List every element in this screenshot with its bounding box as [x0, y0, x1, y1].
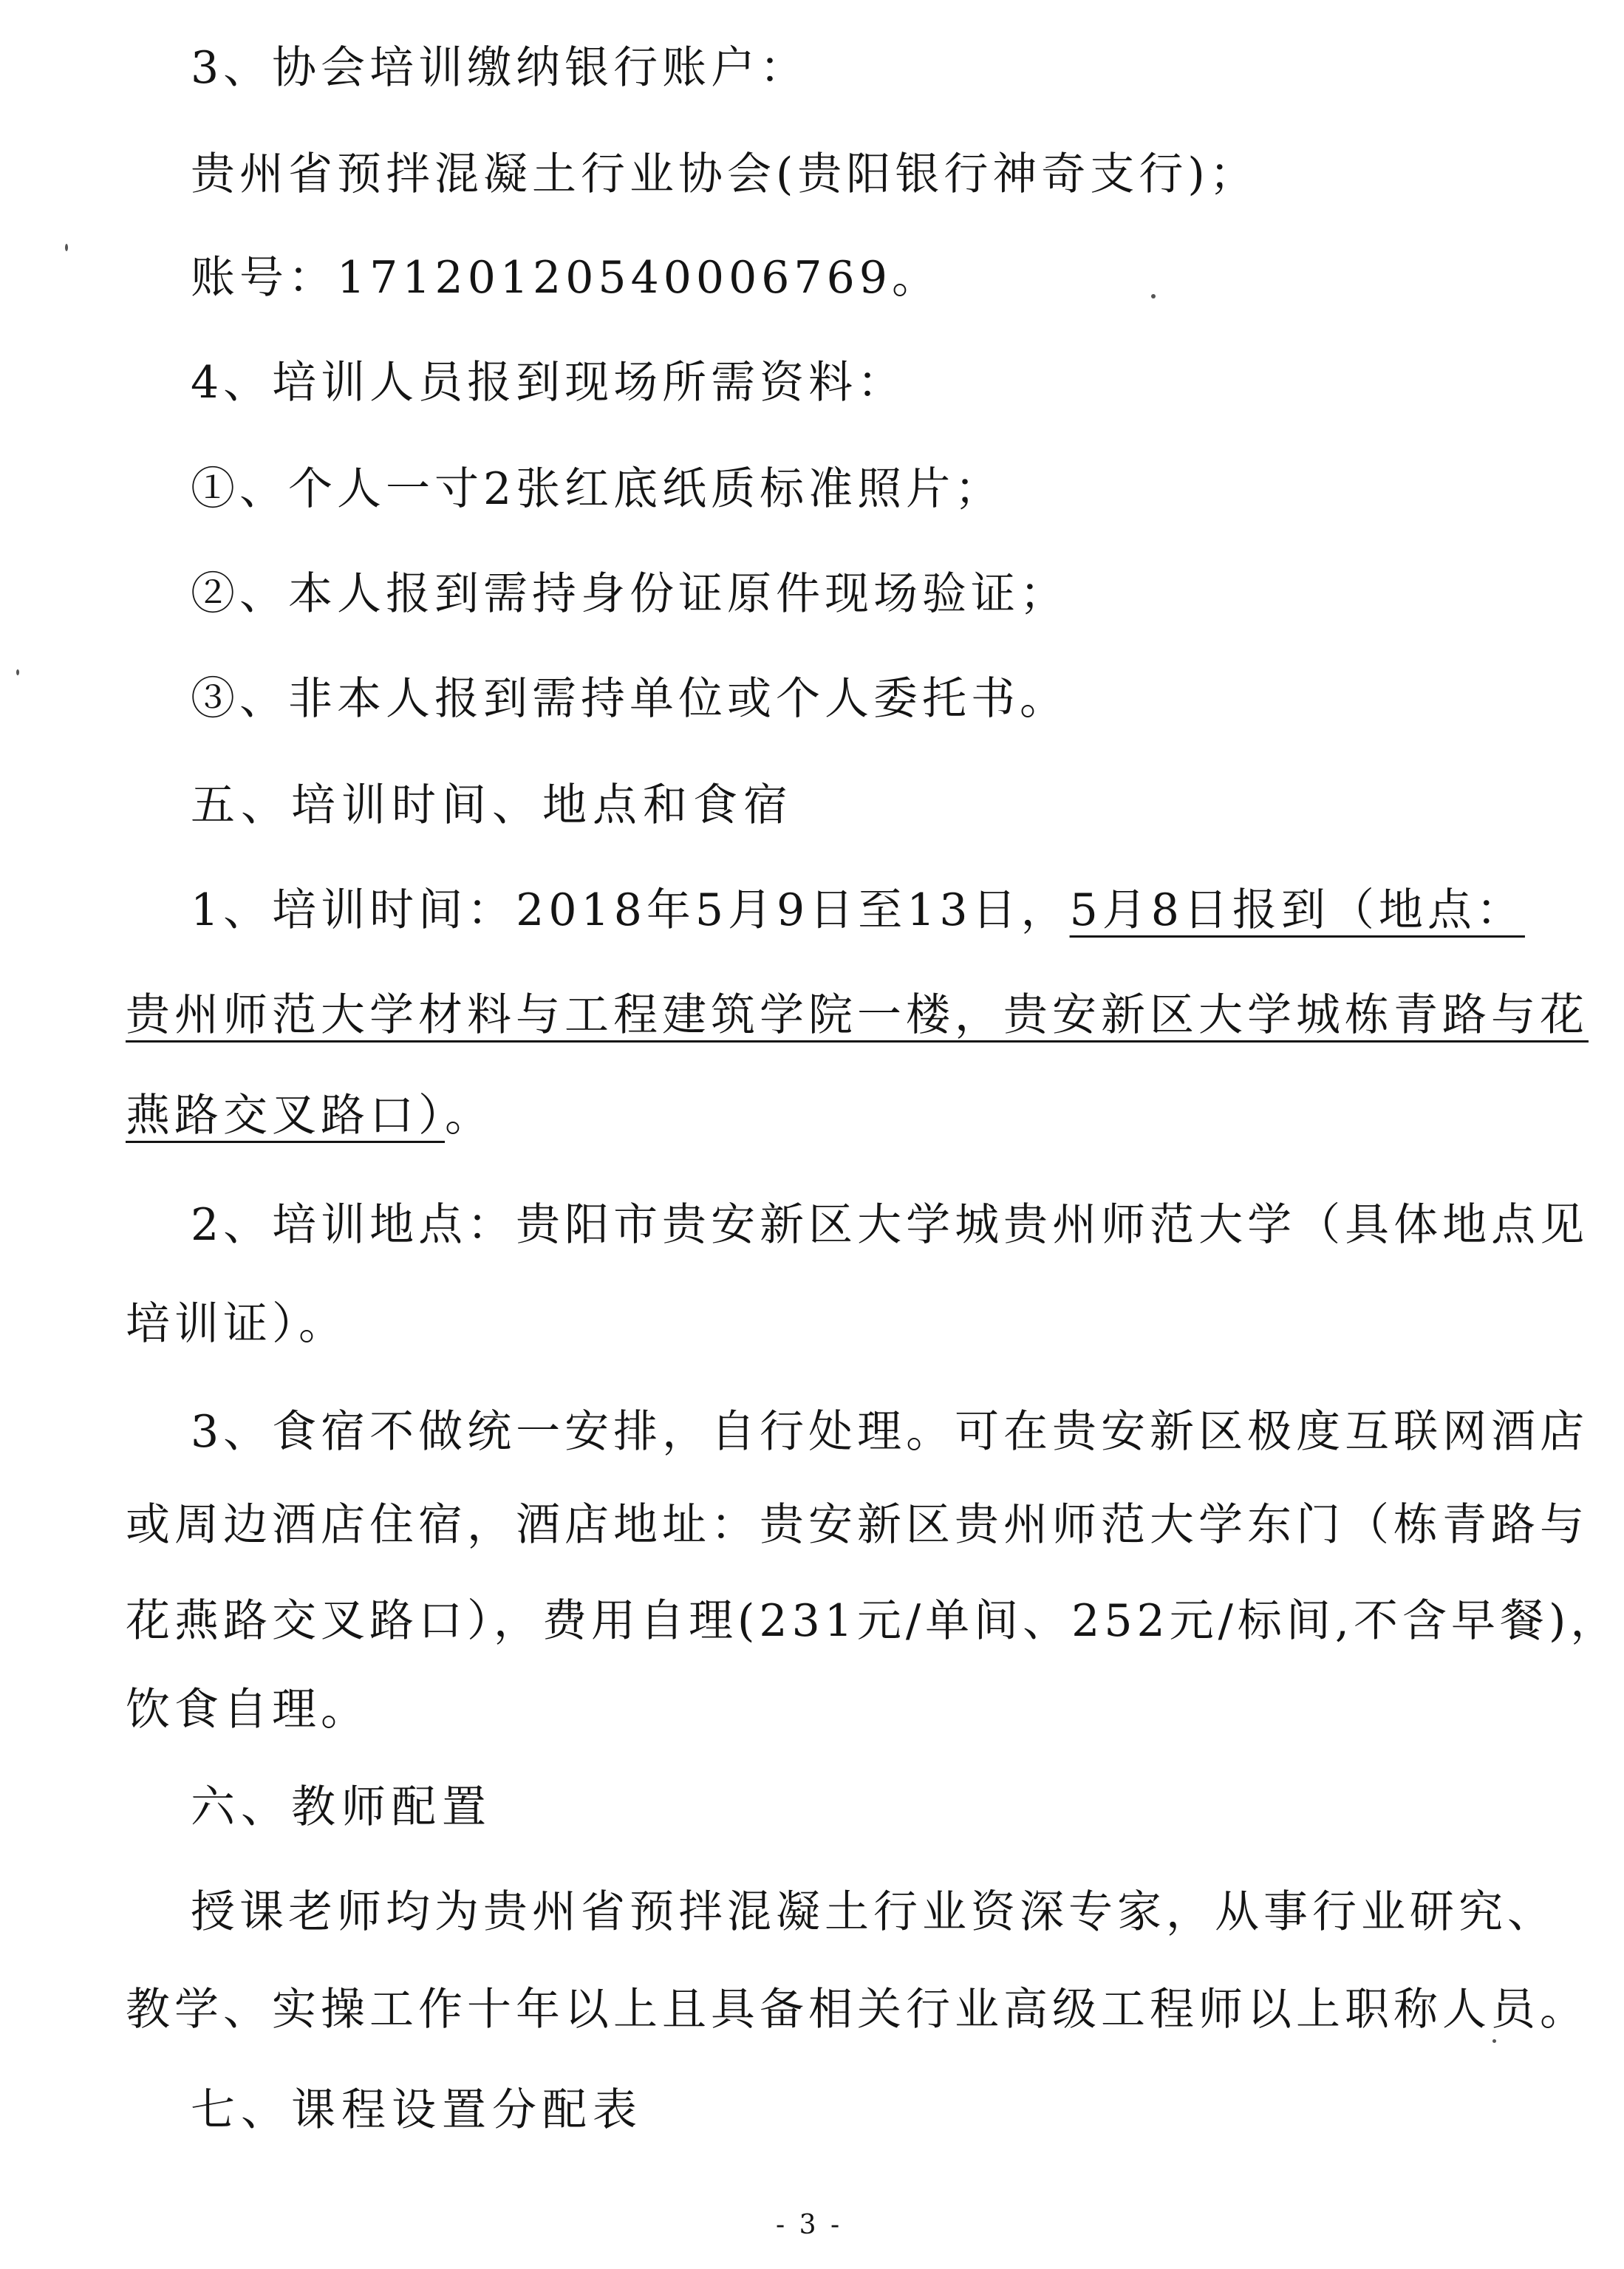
training-venue-end-line [126, 1086, 494, 1145]
bank-account-name: 贵州省预拌混凝土行业协会(贵阳银行神奇支行)； [191, 149, 1258, 200]
lodging-cost-line: 花燕路交叉路口），费用自理(231元/单间、252元/标间,不含早餐)， [126, 1595, 1620, 1647]
training-venue-end-underlined: 燕路交叉路口） [126, 1090, 445, 1142]
lodging-address-line: 或周边酒店住宿，酒店地址：贵安新区贵州师范大学东门（栋青路与 [126, 1499, 1589, 1551]
bank-account-item: 3、协会培训缴纳银行账户： [191, 42, 809, 94]
material-photo: ①、个人一寸2张红底纸质标准照片； [191, 463, 1004, 515]
training-location-line: 2、培训地点：贵阳市贵安新区大学城贵州师范大学（具体地点见 [191, 1199, 1589, 1251]
bank-account-number: 账号：17120120540006769。 [191, 252, 941, 304]
teachers-description-cont: 教学、实操工作十年以上且具备相关行业高级工程师以上职称人员。 [126, 1984, 1589, 2036]
page-number: - 3 - [776, 2210, 843, 2240]
training-time-line [191, 881, 1525, 940]
scan-speck [16, 669, 19, 675]
meals-line: 饮食自理。 [126, 1684, 369, 1736]
scan-speck [65, 244, 68, 251]
scan-speck [1492, 2039, 1496, 2043]
lodging-line: 3、食宿不做统一安排，自行处理。可在贵安新区极度互联网酒店 [191, 1406, 1589, 1458]
required-materials-item: 4、培训人员报到现场所需资料： [191, 357, 907, 409]
training-time-text: 1、培训时间：2018年5月9日至13日， [191, 884, 1070, 936]
teachers-description-line: 授课老师均为贵州省预拌混凝土行业资深专家，从事行业研究、 [191, 1886, 1556, 1938]
section-heading-time-place: 五、培训时间、地点和食宿 [191, 779, 794, 831]
training-location-cont: 培训证）。 [126, 1298, 347, 1350]
material-id-card: ②、本人报到需持身份证原件现场验证； [191, 568, 1068, 620]
scan-speck [1151, 294, 1156, 298]
registration-date-underlined: 5月8日报到（地点： [1069, 884, 1525, 936]
training-venue-underlined: 贵州师范大学材料与工程建筑学院一楼，贵安新区大学城栋青路与花 [126, 989, 1589, 1041]
section-heading-teachers: 六、教师配置 [191, 1781, 492, 1833]
section-heading-courses: 七、课程设置分配表 [191, 2084, 643, 2136]
training-venue-period: 。 [445, 1090, 494, 1142]
material-authorization: ③、非本人报到需持单位或个人委托书。 [191, 673, 1068, 725]
